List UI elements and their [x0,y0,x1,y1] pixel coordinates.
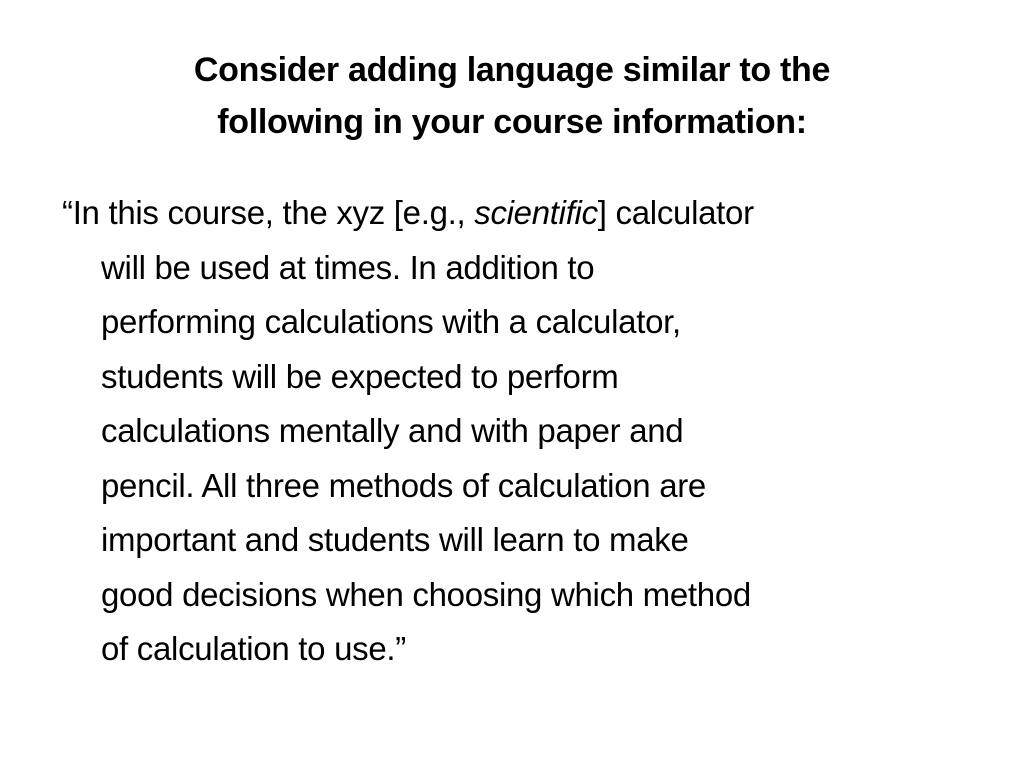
quote-line-3: performing calculations with a calculator, [101,303,681,340]
quote-line-1-suffix: ] calculator [597,194,754,231]
quote-line-1 [62,186,992,241]
quote-line-1-prefix: “In this course, the xyz [e.g., [62,194,475,231]
quote-line-8: good decisions when choosing which method [101,575,751,613]
slide-title-line-2: following in your course information: [217,103,807,141]
quote-line-6: pencil. All three methods of calculation are [101,466,706,504]
quote-line-2: will be used at times. In addition to [101,248,595,286]
quote-line-4: students will be expected to perform [101,357,619,395]
quote-line-9: of calculation to use.” [101,630,406,667]
slide-title-line-1: Consider adding language similar to the [193,51,831,89]
slide-title [96,44,928,148]
quote-line-5: calculations mentally and with paper and [101,412,684,449]
quote-line-7: important and students will learn to make [101,521,689,558]
quote-italic-word: scientific [474,194,598,231]
quote-paragraph [62,186,992,677]
